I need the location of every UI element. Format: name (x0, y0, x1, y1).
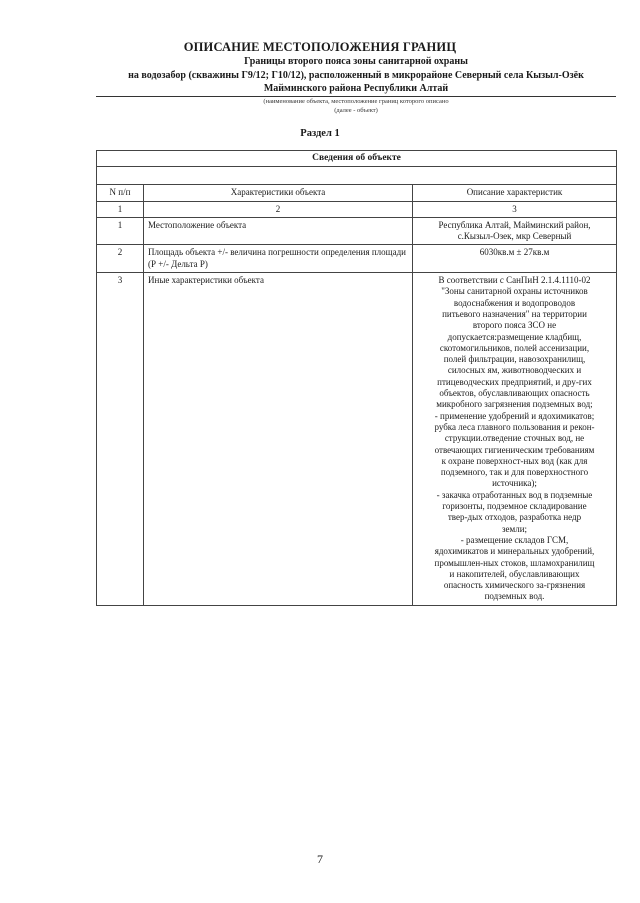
desc-line: с.Кызыл-Озек, мкр Северный (457, 231, 572, 242)
table-spacer (97, 167, 617, 185)
desc-line: В соответствии с СанПиН 2.1.4.1110-02 (438, 275, 591, 286)
table-header-row (97, 185, 617, 201)
numbering-cell: 3 (413, 201, 617, 217)
row-name: Иные характеристики объекта (144, 273, 413, 606)
desc-line: промышлен-ных стоков, шламохранилищ (434, 557, 595, 568)
desc-line: скотомогильников, полей ассенизации, (439, 342, 590, 353)
desc-line: горизонты, подземное складирование (442, 501, 587, 512)
desc-line: Республика Алтай, Майминский район, (438, 219, 591, 230)
desc-line: земли; (501, 523, 528, 534)
document-subtitle-1: Границы второго пояса зоны санитарной охраны (244, 56, 468, 67)
document-subtitle-3: Майминского района Республики Алтай (263, 83, 449, 94)
header-note-1: (наименование объекта, местоположение границ которого описано (263, 98, 449, 105)
section-title: Раздел 1 (300, 128, 340, 139)
desc-line: "Зоны санитарной охраны источников (441, 286, 588, 297)
header-note-2: (далее - объект) (334, 107, 378, 114)
numbering-cell: 2 (144, 201, 413, 217)
desc-line: объектов, обуславливающих опасность (439, 388, 590, 399)
row-desc (413, 245, 617, 273)
desc-line: - размещение складов ГСМ, (460, 534, 569, 545)
table-row (97, 273, 617, 606)
desc-line: отвечающих гигиеническим требованиям (434, 444, 595, 455)
desc-line: твер-дых отходов, разработка недр (447, 512, 582, 523)
desc-line: источника); (492, 478, 537, 489)
row-name: Местоположение объекта (144, 217, 413, 245)
desc-line: подземных вод. (484, 591, 545, 602)
desc-line: птицеводческих предприятий, и дру-гих (437, 376, 592, 387)
desc-line: ядохимикатов и минеральных удобрений, (434, 546, 595, 557)
desc-line: струкции.отведение сточных вод, не (444, 433, 585, 444)
desc-line: второго пояса ЗСО не (472, 320, 557, 331)
desc-line: питьевого назначения" на территории (442, 308, 587, 319)
row-num: 2 (97, 245, 144, 273)
table-row (97, 245, 617, 273)
table-numbering-row (97, 201, 617, 217)
desc-line: - закачка отработанных вод в подземные (436, 489, 593, 500)
desc-line: микробного загрязнения подземных вод; (436, 399, 593, 410)
desc-line: силосных ям, животноводческих и (447, 365, 582, 376)
desc-line: подземного, так и для поверхностного (440, 467, 589, 478)
desc-line: рубка леса главного пользования и рекон- (434, 421, 595, 432)
header-characteristics: Характеристики объекта (144, 185, 413, 201)
header-description: Описание характеристик (413, 185, 617, 201)
desc-line: и накопителей, обуславливающих (449, 568, 580, 579)
header-num: N п/п (97, 185, 144, 201)
desc-line: - применение удобрений и ядохимикатов; (434, 410, 595, 421)
table-row (97, 217, 617, 245)
header-rule (96, 96, 616, 97)
row-desc (413, 217, 617, 245)
numbering-cell: 1 (97, 201, 144, 217)
row-desc (413, 273, 617, 606)
desc-line: водоснабжения и водопроводов (453, 297, 576, 308)
desc-line: к охране поверхност-ных вод (как для (441, 455, 588, 466)
desc-line: допускается:размещение кладбищ, (447, 331, 582, 342)
table-spacer-row (97, 167, 617, 185)
desc-line: полей фильтрации, навозохранилищ, (443, 354, 586, 365)
table-caption: Сведения об объекте (97, 151, 617, 167)
row-name: Площадь объекта +/- величина погрешности определения площади (Р +/- Дельта Р) (144, 245, 413, 273)
document-title: ОПИСАНИЕ МЕСТОПОЛОЖЕНИЯ ГРАНИЦ (183, 40, 457, 54)
row-num: 3 (97, 273, 144, 606)
document-subtitle-2: на водозабор (скважины Г9/12; Г10/12), расположенный в микрорайоне Северный села Кызыл-Озёк (128, 70, 584, 81)
table-caption-row (97, 151, 617, 167)
desc-line: 6030кв.м ± 27кв.м (479, 247, 550, 258)
row-num: 1 (97, 217, 144, 245)
desc-line: опасность химического за-грязнения (443, 580, 586, 591)
page-number: 7 (317, 852, 323, 866)
object-info-table (96, 150, 617, 606)
